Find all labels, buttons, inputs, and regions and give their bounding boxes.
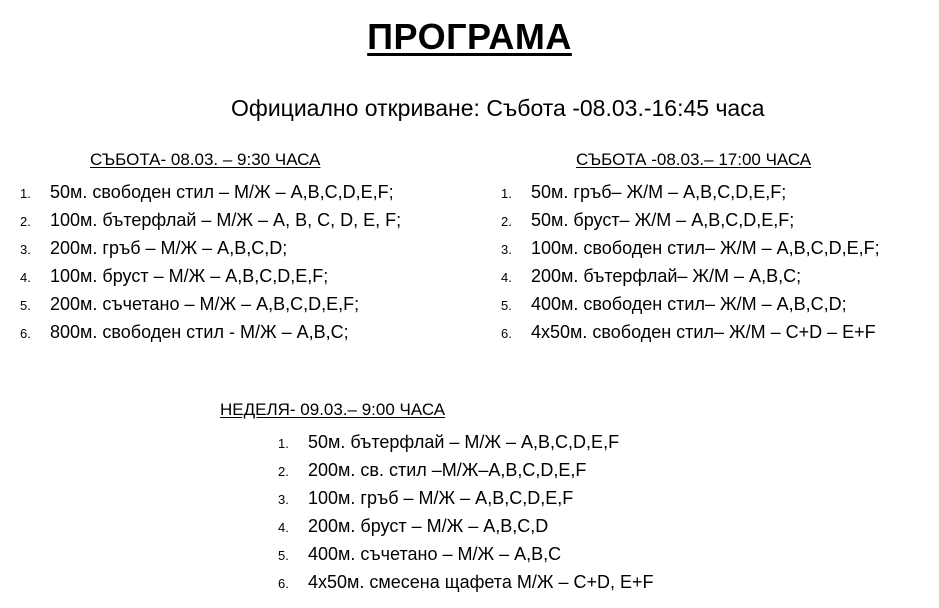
- item-number: 4.: [278, 520, 289, 535]
- list-item: [501, 206, 880, 234]
- event-list: [278, 428, 654, 596]
- item-text: 50м. гръб– Ж/М – A,B,C,D,E,F;: [531, 182, 787, 202]
- section-heading: НЕДЕЛЯ- 09.03.– 9:00 ЧАСА: [220, 400, 446, 419]
- item-text: 400м. съчетано – М/Ж – A,B,C: [308, 544, 562, 564]
- item-text: 200м. бруст – М/Ж – A,B,C,D: [308, 516, 549, 536]
- item-text: 400м. свободен стил– Ж/М – A,B,C,D;: [531, 294, 847, 314]
- event-list: [20, 178, 401, 346]
- list-item: [501, 262, 880, 290]
- item-text: 50м. бътерфлай – М/Ж – A,B,C,D,E,F: [308, 432, 620, 452]
- item-number: 2.: [278, 464, 289, 479]
- list-item: [501, 234, 880, 262]
- item-number: 3.: [278, 492, 289, 507]
- list-item: [20, 262, 401, 290]
- item-number: 2.: [501, 214, 512, 229]
- item-text: 50м. бруст– Ж/М – A,B,C,D,E,F;: [531, 210, 795, 230]
- item-number: 3.: [20, 242, 31, 257]
- item-number: 2.: [20, 214, 31, 229]
- item-text: 100м. свободен стил– Ж/М – A,B,C,D,E,F;: [531, 238, 880, 258]
- item-text: 800м. свободен стил - М/Ж – A,B,C;: [50, 322, 349, 342]
- list-item: [501, 290, 880, 318]
- item-number: 6.: [278, 576, 289, 591]
- event-list: [501, 178, 880, 346]
- list-item: [20, 290, 401, 318]
- list-item: [278, 484, 654, 512]
- list-item: [20, 318, 401, 346]
- item-text: 100м. гръб – М/Ж – A,B,C,D,E,F: [308, 488, 574, 508]
- list-item: [20, 178, 401, 206]
- item-text: 200м. гръб – М/Ж – A,B,C,D;: [50, 238, 288, 258]
- list-item: [278, 428, 654, 456]
- item-text: 200м. съчетано – М/Ж – A,B,C,D,E,F;: [50, 294, 360, 314]
- item-number: 1.: [20, 186, 31, 201]
- item-number: 5.: [278, 548, 289, 563]
- item-number: 1.: [501, 186, 512, 201]
- section-heading: СЪБОТА- 08.03. – 9:30 ЧАСА: [90, 150, 321, 169]
- list-item: [501, 318, 880, 346]
- section-sunday-morning: [220, 400, 654, 596]
- item-number: 4.: [501, 270, 512, 285]
- list-item: [278, 540, 654, 568]
- section-saturday-evening: [501, 150, 880, 346]
- item-text: 50м. свободен стил – М/Ж – A,B,C,D,E,F;: [50, 182, 394, 202]
- item-text: 4x50м. свободен стил– Ж/М – C+D – E+F: [531, 322, 876, 342]
- item-number: 5.: [501, 298, 512, 313]
- list-item: [501, 178, 880, 206]
- list-item: [20, 206, 401, 234]
- list-item: [278, 456, 654, 484]
- list-item: [278, 512, 654, 540]
- item-text: 200м. бътерфлай– Ж/М – A,B,C;: [531, 266, 802, 286]
- section-heading: СЪБОТА -08.03.– 17:00 ЧАСА: [576, 150, 812, 169]
- page-title: ПРОГРАМА: [367, 16, 572, 57]
- item-text: 200м. св. стил –М/Ж–A,B,C,D,E,F: [308, 460, 587, 480]
- item-number: 4.: [20, 270, 31, 285]
- item-number: 3.: [501, 242, 512, 257]
- item-number: 5.: [20, 298, 31, 313]
- item-number: 1.: [278, 436, 289, 451]
- item-text: 100м. бруст – М/Ж – A,B,C,D,E,F;: [50, 266, 329, 286]
- item-number: 6.: [501, 326, 512, 341]
- section-saturday-morning: [20, 150, 401, 346]
- item-text: 100м. бътерфлай – М/Ж – A, B, C, D, E, F;: [50, 210, 402, 230]
- opening-ceremony-line: Официално откриване: Събота -08.03.-16:45 часа: [231, 95, 765, 121]
- item-text: 4x50м. смесена щафета М/Ж – C+D, E+F: [308, 572, 654, 592]
- list-item: [20, 234, 401, 262]
- item-number: 6.: [20, 326, 31, 341]
- list-item: [278, 568, 654, 596]
